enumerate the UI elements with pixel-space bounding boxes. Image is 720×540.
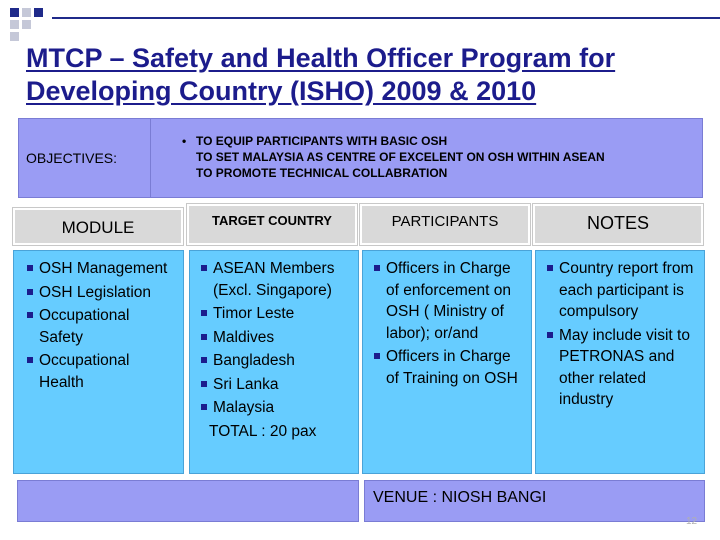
corner-square-decoration (22, 8, 31, 17)
participant-item: Officers in Charge of enforcement on OSH ( Ministry of labor); or/and (369, 258, 527, 344)
notes-item: Country report from each participant is compulsory (542, 258, 700, 323)
objectives-label: OBJECTIVES: (19, 119, 151, 197)
country-item: Sri Lanka (196, 374, 354, 396)
header-participants-label: PARTICIPANTS (391, 213, 499, 230)
module-item: Occupational Safety (22, 305, 177, 348)
module-item: Occupational Health (22, 350, 177, 393)
header-target-country-label: TARGET COUNTRY (212, 213, 332, 228)
module-column (13, 250, 184, 474)
venue-label: VENUE : NIOSH BANGI (373, 489, 547, 506)
corner-square-decoration (34, 8, 43, 17)
corner-square-decoration (10, 32, 19, 41)
objective-item: TO SET MALAYSIA AS CENTRE OF EXCELENT ON OSH WITHIN ASEAN (196, 150, 605, 164)
country-item: ASEAN Members (Excl. Singapore) (196, 258, 354, 301)
notes-item: May include visit to PETRONAS and other related industry (542, 325, 700, 411)
header-participants (360, 204, 530, 245)
header-target-country (187, 204, 357, 245)
objective-item: TO PROMOTE TECHNICAL COLLABRATION (196, 166, 448, 180)
country-item: Maldives (196, 327, 354, 349)
objectives-row (18, 118, 703, 198)
header-notes-label: NOTES (586, 213, 649, 233)
page-number: 12 (686, 516, 698, 527)
objectives-list (182, 133, 605, 181)
country-item: Malaysia (196, 397, 354, 419)
country-item: Timor Leste (196, 303, 354, 325)
header-module-label: MODULE (61, 218, 135, 237)
empty-bottom-cell (17, 480, 359, 522)
venue-cell (364, 480, 705, 522)
corner-square-decoration (22, 20, 31, 29)
notes-column (535, 250, 705, 474)
participants-column (362, 250, 532, 474)
participant-item: Officers in Charge of Training on OSH (369, 346, 527, 389)
page-title: MTCP – Safety and Health Officer Program for Developing Country (ISHO) 2009 & 2010 (26, 43, 616, 106)
header-notes (533, 204, 703, 245)
module-item: OSH Legislation (22, 282, 177, 304)
country-item: Bangladesh (196, 350, 354, 372)
header-module (13, 208, 183, 245)
corner-square-decoration (10, 20, 19, 29)
target-country-column (189, 250, 359, 474)
module-item: OSH Management (22, 258, 177, 280)
corner-square-decoration (10, 8, 19, 17)
objective-item: • TO EQUIP PARTICIPANTS WITH BASIC OSH (182, 133, 605, 149)
country-total: TOTAL : 20 pax (209, 422, 317, 440)
title-rule (52, 17, 720, 19)
